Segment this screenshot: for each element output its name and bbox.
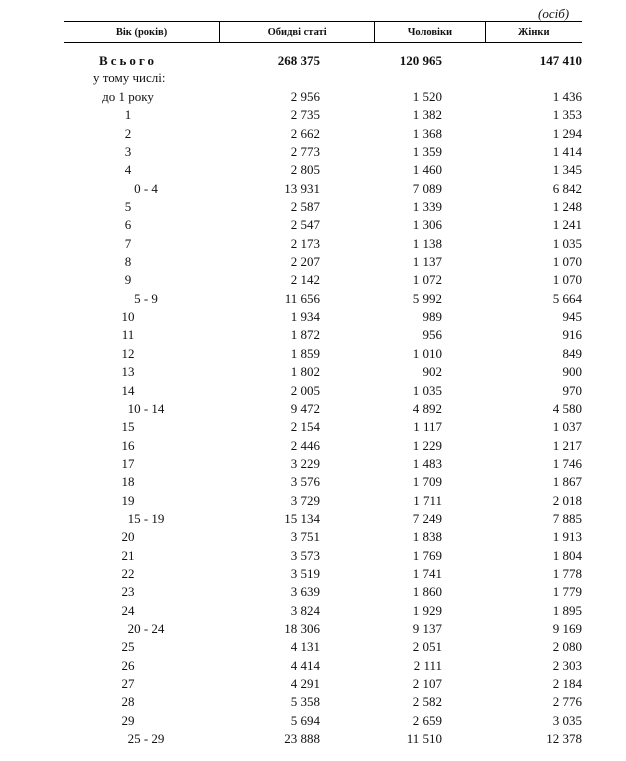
both-sexes-cell: 2 956 bbox=[290, 89, 320, 104]
both-sexes-cell: 4 291 bbox=[290, 676, 320, 691]
men-cell: 989 bbox=[422, 309, 442, 325]
age-cell: 20 - 24 bbox=[127, 620, 165, 636]
women-cell: 1 414 bbox=[552, 144, 582, 160]
age-cell: 6 bbox=[124, 217, 132, 233]
men-cell: 1 010 bbox=[412, 345, 442, 361]
both-sexes-cell: 2 735 bbox=[290, 107, 320, 123]
table-row bbox=[64, 253, 582, 271]
women-cell: 1 353 bbox=[552, 107, 582, 123]
women-cell: 2 080 bbox=[552, 639, 582, 655]
men-cell: 902 bbox=[422, 364, 442, 380]
both-sexes-cell: 3 824 bbox=[290, 602, 320, 618]
women-cell: 1 294 bbox=[552, 125, 582, 141]
women-cell: 6 842 bbox=[552, 180, 582, 196]
table-row bbox=[64, 326, 582, 344]
women-cell: 3 035 bbox=[552, 712, 582, 728]
age-cell: 22 bbox=[121, 565, 135, 581]
table-row bbox=[64, 308, 582, 326]
age-cell: 5 bbox=[124, 199, 132, 215]
table-body bbox=[64, 52, 582, 748]
men-cell: 7 089 bbox=[412, 180, 442, 196]
both-sexes-cell: 3 576 bbox=[290, 474, 320, 490]
men-cell: 1 520 bbox=[412, 89, 442, 104]
table-row bbox=[64, 657, 582, 675]
age-cell: 1 bbox=[124, 107, 132, 123]
men-cell: 1 368 bbox=[412, 125, 442, 141]
men-cell: 2 051 bbox=[412, 639, 442, 655]
table-row-age-group bbox=[64, 400, 582, 418]
table-row bbox=[64, 418, 582, 436]
men-cell: 1 117 bbox=[413, 419, 442, 435]
men-cell: 1 460 bbox=[412, 162, 442, 178]
men-cell: 2 111 bbox=[413, 657, 442, 673]
both-sexes-cell: 3 519 bbox=[290, 565, 320, 581]
age-cell: 29 bbox=[121, 712, 135, 728]
table-row bbox=[64, 547, 582, 565]
table-row bbox=[64, 216, 582, 234]
women-cell: 1 895 bbox=[552, 602, 582, 618]
both-sexes-cell: 2 446 bbox=[290, 437, 320, 453]
women-cell: 1 037 bbox=[552, 419, 582, 435]
age-cell: 13 bbox=[121, 364, 135, 380]
table-row bbox=[64, 235, 582, 253]
men-cell: 1 838 bbox=[412, 529, 442, 545]
age-cell: 7 bbox=[124, 235, 132, 251]
both-sexes-cell: 2 207 bbox=[290, 254, 320, 270]
men-cell: 5 992 bbox=[412, 290, 442, 306]
both-sexes-cell: 3 229 bbox=[290, 455, 320, 471]
table-row bbox=[64, 437, 582, 455]
table-row bbox=[64, 638, 582, 656]
women-cell: 849 bbox=[562, 345, 582, 361]
both-sexes-cell: 2 005 bbox=[290, 382, 320, 398]
both-sexes-cell: 2 773 bbox=[290, 144, 320, 160]
women-cell: 7 885 bbox=[552, 510, 582, 526]
men-cell: 1 339 bbox=[412, 199, 442, 215]
both-sexes-cell: 1 859 bbox=[290, 345, 320, 361]
both-sexes-cell: 9 472 bbox=[290, 400, 320, 416]
table-row bbox=[64, 198, 582, 216]
both-sexes-cell: 2 662 bbox=[290, 125, 320, 141]
both-sexes-cell: 2 142 bbox=[290, 272, 320, 288]
table-row bbox=[64, 473, 582, 491]
both-sexes-cell: 2 587 bbox=[290, 199, 320, 215]
women-cell: 1 248 bbox=[552, 199, 582, 215]
both-sexes-cell: 11 656 bbox=[284, 290, 320, 306]
table-row bbox=[64, 143, 582, 161]
age-cell: 4 bbox=[124, 162, 132, 178]
women-cell: 5 664 bbox=[552, 290, 582, 306]
men-cell: 956 bbox=[422, 327, 442, 343]
table-row bbox=[64, 125, 582, 143]
total-men: 120 965 bbox=[399, 53, 442, 68]
men-cell: 11 510 bbox=[406, 731, 442, 747]
table-row bbox=[64, 363, 582, 381]
both-sexes-cell: 2 173 bbox=[290, 235, 320, 251]
age-cell: 11 bbox=[121, 327, 135, 343]
women-cell: 900 bbox=[562, 364, 582, 380]
men-cell: 1 035 bbox=[412, 382, 442, 398]
table-row bbox=[64, 492, 582, 510]
age-cell: 24 bbox=[121, 602, 135, 618]
age-cell: 14 bbox=[121, 382, 135, 398]
table-row bbox=[64, 161, 582, 179]
women-cell: 12 378 bbox=[546, 731, 582, 747]
table-row bbox=[64, 675, 582, 693]
age-cell: 17 bbox=[121, 455, 135, 471]
table-row bbox=[64, 271, 582, 289]
both-sexes-cell: 4 414 bbox=[290, 657, 320, 673]
both-sexes-cell: 5 358 bbox=[290, 694, 320, 710]
men-cell: 2 107 bbox=[412, 676, 442, 691]
header-women: Жінки bbox=[485, 22, 582, 42]
men-cell: 1 382 bbox=[412, 107, 442, 123]
table-row bbox=[64, 602, 582, 620]
age-cell: 0 - 4 bbox=[134, 180, 158, 196]
age-cell: 21 bbox=[121, 547, 135, 563]
age-cell: 20 bbox=[121, 529, 135, 545]
both-sexes-cell: 3 639 bbox=[290, 584, 320, 600]
header-men: Чоловіки bbox=[374, 22, 484, 42]
both-sexes-cell: 18 306 bbox=[284, 620, 320, 636]
women-cell: 2 184 bbox=[552, 676, 582, 691]
age-cell: 15 bbox=[121, 419, 135, 435]
table-row bbox=[64, 712, 582, 730]
both-sexes-cell: 23 888 bbox=[284, 731, 320, 747]
both-sexes-cell: 13 931 bbox=[284, 180, 320, 196]
both-sexes-cell: 15 134 bbox=[284, 510, 320, 526]
age-cell: 10 bbox=[121, 309, 135, 325]
age-cell: до 1 року bbox=[102, 89, 154, 104]
women-cell: 970 bbox=[562, 382, 582, 398]
men-cell: 1 229 bbox=[412, 437, 442, 453]
men-cell: 2 659 bbox=[412, 712, 442, 728]
women-cell: 1 804 bbox=[552, 547, 582, 563]
women-cell: 2 303 bbox=[552, 657, 582, 673]
both-sexes-cell: 1 872 bbox=[290, 327, 320, 343]
table-row bbox=[64, 528, 582, 546]
total-row bbox=[64, 52, 582, 69]
total-both: 268 375 bbox=[277, 53, 320, 68]
men-cell: 1 709 bbox=[412, 474, 442, 490]
men-cell: 1 359 bbox=[412, 144, 442, 160]
women-cell: 1 241 bbox=[552, 217, 582, 233]
women-cell: 1 779 bbox=[552, 584, 582, 600]
women-cell: 2 018 bbox=[552, 492, 582, 508]
both-sexes-cell: 2 805 bbox=[290, 162, 320, 178]
women-cell: 9 169 bbox=[552, 620, 582, 636]
men-cell: 1 483 bbox=[412, 455, 442, 471]
age-cell: 23 bbox=[121, 584, 135, 600]
men-cell: 1 929 bbox=[412, 602, 442, 618]
table-row-age-group bbox=[64, 620, 582, 638]
both-sexes-cell: 3 573 bbox=[290, 547, 320, 563]
table-row bbox=[64, 565, 582, 583]
age-cell: 26 bbox=[121, 657, 135, 673]
men-cell: 1 138 bbox=[412, 235, 442, 251]
table-row bbox=[64, 583, 582, 601]
men-cell: 1 860 bbox=[412, 584, 442, 600]
men-cell: 1 306 bbox=[412, 217, 442, 233]
age-cell: 12 bbox=[121, 345, 135, 361]
men-cell: 1 741 bbox=[412, 565, 442, 581]
men-cell: 1 711 bbox=[413, 492, 442, 508]
table-row bbox=[64, 106, 582, 124]
age-cell: 15 - 19 bbox=[127, 510, 165, 526]
both-sexes-cell: 1 802 bbox=[290, 364, 320, 380]
age-cell: 18 bbox=[121, 474, 135, 490]
both-sexes-cell: 4 131 bbox=[290, 639, 320, 655]
age-cell: 8 bbox=[124, 254, 132, 270]
women-cell: 4 580 bbox=[552, 400, 582, 416]
unit-label: (осіб) bbox=[538, 6, 570, 21]
men-cell: 4 892 bbox=[412, 400, 442, 416]
table-row bbox=[64, 382, 582, 400]
table-row-age-group bbox=[64, 510, 582, 528]
header-age: Вік (років) bbox=[115, 26, 168, 38]
table-row-age-group bbox=[64, 180, 582, 198]
women-cell: 2 776 bbox=[552, 694, 582, 710]
women-cell: 945 bbox=[562, 309, 582, 325]
men-cell: 1 769 bbox=[412, 547, 442, 563]
age-cell: 16 bbox=[121, 437, 135, 453]
men-cell: 1 072 bbox=[412, 272, 442, 288]
women-cell: 1 778 bbox=[552, 565, 582, 581]
both-sexes-cell: 3 751 bbox=[290, 529, 320, 545]
women-cell: 916 bbox=[562, 327, 582, 343]
age-cell: 25 bbox=[121, 639, 135, 655]
age-cell: 5 - 9 bbox=[134, 290, 158, 306]
age-cell: 2 bbox=[124, 125, 132, 141]
age-cell: 10 - 14 bbox=[127, 400, 165, 416]
age-cell: 27 bbox=[121, 676, 135, 691]
both-sexes-cell: 2 154 bbox=[290, 419, 320, 435]
men-cell: 2 582 bbox=[412, 694, 442, 710]
women-cell: 1 746 bbox=[552, 455, 582, 471]
both-sexes-cell: 3 729 bbox=[290, 492, 320, 508]
age-cell: 3 bbox=[124, 144, 132, 160]
total-label: Всього bbox=[99, 53, 157, 68]
header-both-sexes: Обидві статі bbox=[219, 22, 374, 42]
subheading-row bbox=[64, 69, 582, 88]
age-cell: 25 - 29 bbox=[127, 731, 165, 747]
total-women: 147 410 bbox=[539, 53, 582, 68]
men-cell: 9 137 bbox=[412, 620, 442, 636]
men-cell: 1 137 bbox=[412, 254, 442, 270]
table-row bbox=[64, 88, 582, 106]
table-row-age-group bbox=[64, 290, 582, 308]
women-cell: 1 035 bbox=[552, 235, 582, 251]
women-cell: 1 070 bbox=[552, 272, 582, 288]
table-row bbox=[64, 345, 582, 363]
table-row bbox=[64, 693, 582, 711]
women-cell: 1 867 bbox=[552, 474, 582, 490]
women-cell: 1 436 bbox=[552, 89, 582, 104]
women-cell: 1 217 bbox=[552, 437, 582, 453]
subheading: у тому числі: bbox=[93, 70, 166, 85]
age-cell: 28 bbox=[121, 694, 135, 710]
table-header bbox=[64, 21, 582, 43]
age-cell: 19 bbox=[121, 492, 135, 508]
women-cell: 1 913 bbox=[552, 529, 582, 545]
both-sexes-cell: 1 934 bbox=[290, 309, 320, 325]
table-row-age-group bbox=[64, 730, 582, 748]
age-cell: 9 bbox=[124, 272, 132, 288]
both-sexes-cell: 5 694 bbox=[290, 712, 320, 728]
both-sexes-cell: 2 547 bbox=[290, 217, 320, 233]
women-cell: 1 345 bbox=[552, 162, 582, 178]
men-cell: 7 249 bbox=[412, 510, 442, 526]
women-cell: 1 070 bbox=[552, 254, 582, 270]
table-row bbox=[64, 455, 582, 473]
